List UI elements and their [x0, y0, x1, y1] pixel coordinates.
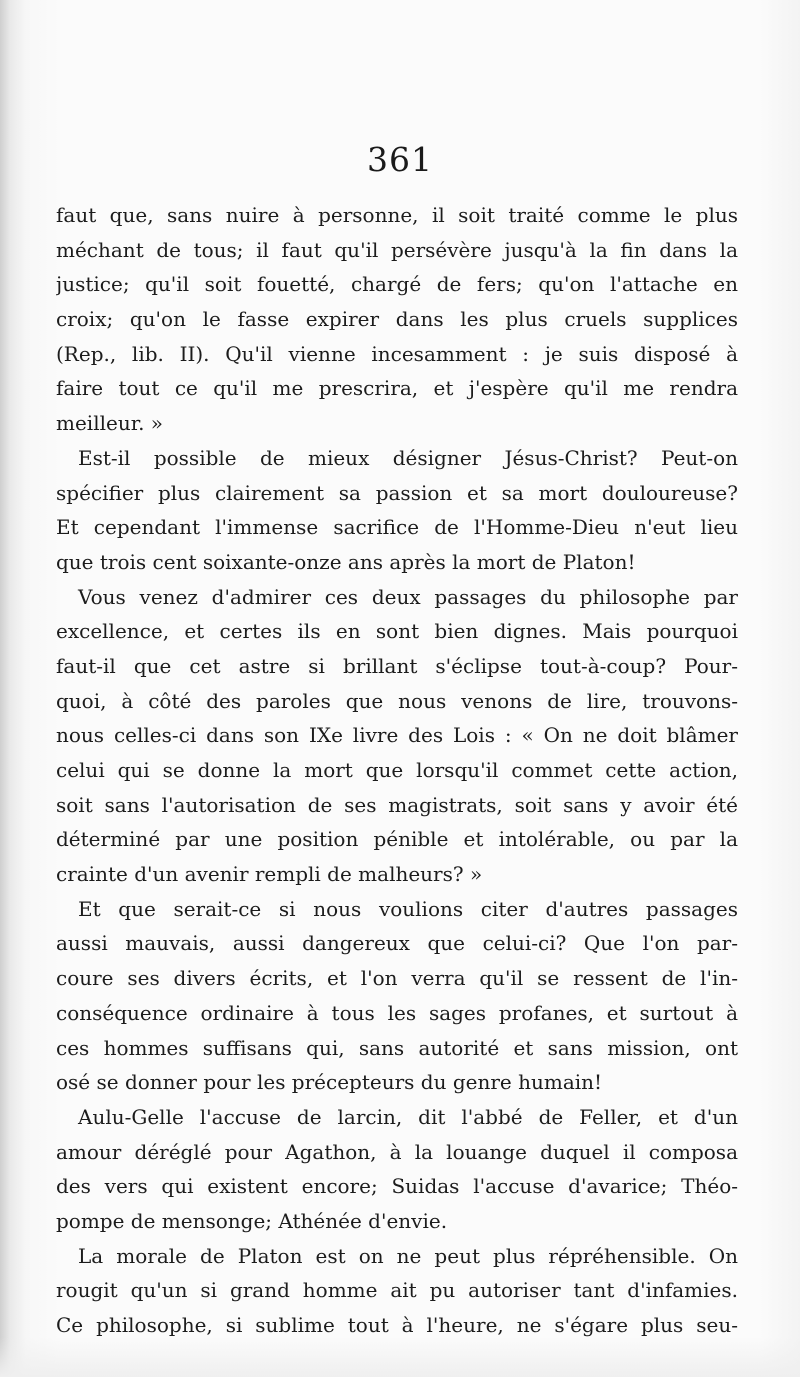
page-number: 361 [367, 140, 433, 179]
text-line: quoi, à côté des paroles que nous venons de lire, trouvons- [56, 688, 738, 713]
text-line: meilleur. » [56, 411, 164, 436]
text-line: spécifier plus clairement sa passion et sa mort douloureuse? [56, 480, 738, 505]
text-line: Et cependant l'immense sacrifice de l'Homme-Dieu n'eut lieu [56, 515, 738, 540]
text-line: faut que, sans nuire à personne, il soit traité comme le plus [56, 203, 738, 227]
text-line: Et que serait-ce si nous voulions citer d'autres passages [78, 896, 738, 921]
text-line: soit sans l'autorisation de ses magistrats, soit sans y avoir été [56, 792, 738, 817]
body-text [56, 198, 738, 1343]
text-line: faut-il que cet astre si brillant s'éclipse tout-à-coup? Pour- [56, 653, 738, 678]
text-line: Vous venez d'admirer ces deux passages du philosophe par [78, 584, 738, 609]
text-line: des vers qui existent encore; Suidas l'accuse d'avarice; Théo- [56, 1174, 738, 1199]
text-line: Est-il possible de mieux désigner Jésus-Christ? Peut-on [78, 445, 738, 470]
text-line: crainte d'un avenir rempli de malheurs? » [56, 862, 483, 887]
text-line: excellence, et certes ils en sont bien dignes. Mais pourquoi [56, 619, 738, 644]
text-line: aussi mauvais, aussi dangereux que celui-ci? Que l'on par- [56, 931, 738, 956]
text-line: croix; qu'on le fasse expirer dans les plus cruels supplices [56, 307, 738, 332]
text-line: (Rep., lib. II). Qu'il vienne incesamment : je suis disposé à [56, 341, 738, 366]
text-line: que trois cent soixante-onze ans après la mort de Platon! [56, 549, 636, 574]
text-line: Ce philosophe, si sublime tout à l'heure, ne s'égare plus seu- [56, 1313, 738, 1337]
text-line: osé se donner pour les précepteurs du genre humain! [56, 1070, 603, 1095]
text-line: justice; qu'il soit fouetté, chargé de fers; qu'on l'attache en [56, 272, 738, 297]
text-line: ces hommes suffisans qui, sans autorité et sans mission, ont [56, 1035, 738, 1060]
text-line: amour déréglé pour Agathon, à la louange duquel il composa [56, 1139, 738, 1164]
text-line: méchant de tous; il faut qu'il persévère jusqu'à la fin dans la [56, 237, 738, 262]
text-line: rougit qu'un si grand homme ait pu autoriser tant d'infamies. [56, 1278, 738, 1303]
text-line: déterminé par une position pénible et intolérable, ou par la [56, 827, 738, 852]
text-line: Aulu-Gelle l'accuse de larcin, dit l'abbé de Feller, et d'un [78, 1104, 738, 1129]
text-line: coure ses divers écrits, et l'on verra qu'il se ressent de l'in- [56, 966, 738, 991]
text-line: nous celles-ci dans son IXe livre des Lois : « On ne doit blâmer [56, 723, 738, 748]
text-line: pompe de mensonge; Athénée d'envie. [56, 1208, 448, 1233]
text-line: La morale de Platon est on ne peut plus répréhensible. On [78, 1243, 738, 1268]
text-line: conséquence ordinaire à tous les sages profanes, et surtout à [56, 1000, 738, 1025]
text-line: faire tout ce qu'il me prescrira, et j'espère qu'il me rendra [56, 376, 738, 401]
text-line: celui qui se donne la mort que lorsqu'il commet cette action, [56, 758, 738, 782]
